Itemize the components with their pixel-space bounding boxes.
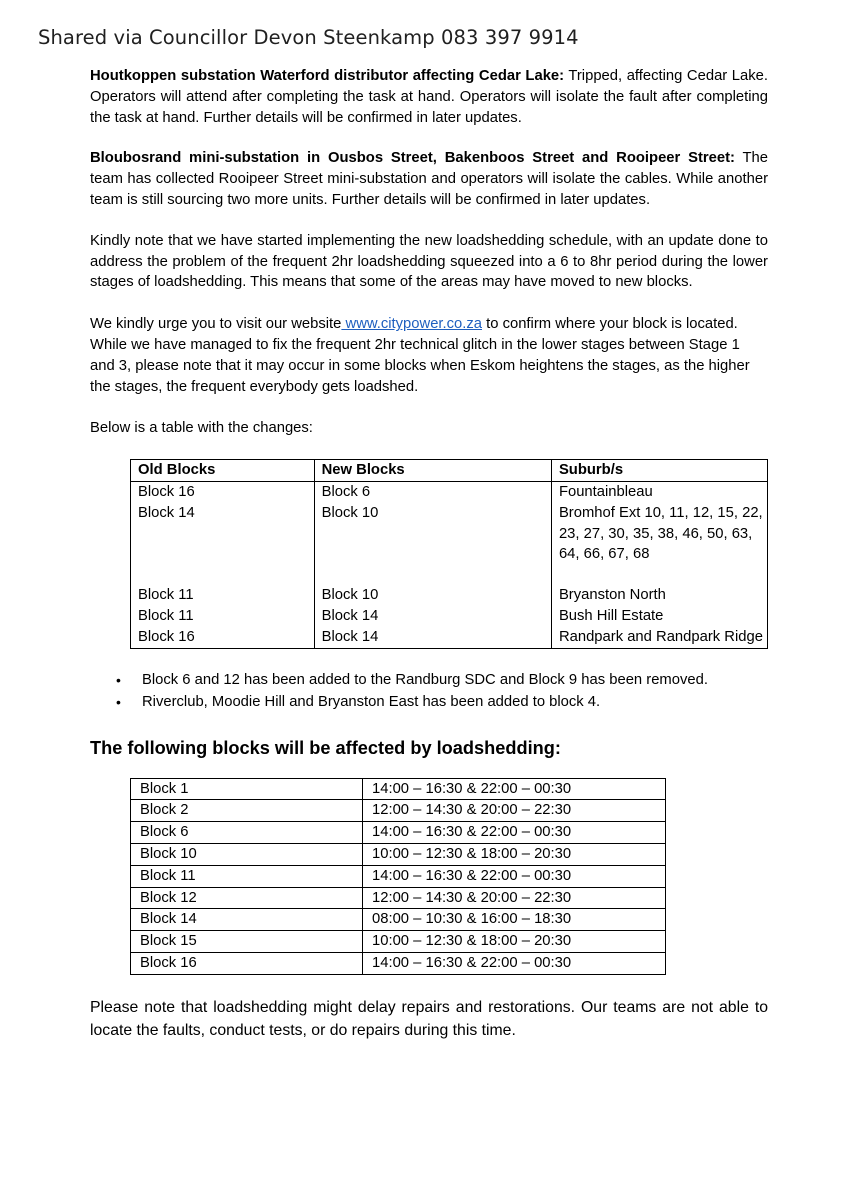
loadshedding-schedule-table	[130, 778, 666, 975]
schedule-notice: Kindly note that we have started implementing the new loadshedding schedule, with an update done to address the problem of the frequent 2hr loadshedding squeezed into a 6 to 8hr period during the lower stages of loadshedding. This means that some of the areas may have moved to new blocks.	[90, 232, 768, 291]
block-cell: Block 16	[131, 952, 363, 974]
header-new-blocks: New Blocks	[314, 460, 551, 482]
block-cell: Block 1	[131, 778, 363, 800]
table-row	[131, 585, 768, 606]
suburb-cell: Bromhof Ext 10, 11, 12, 15, 22, 23, 27, 30, 35, 38, 46, 50, 63, 64, 66, 67, 68	[551, 503, 767, 565]
time-cell: 14:00 – 16:30 & 22:00 – 00:30	[363, 822, 666, 844]
time-cell: 08:00 – 10:30 & 16:00 – 18:30	[363, 909, 666, 931]
table-intro: Below is a table with the changes:	[90, 420, 313, 437]
table-row	[131, 481, 768, 502]
suburb-cell: Fountainbleau	[551, 481, 767, 502]
block-cell: Block 10	[131, 843, 363, 865]
header-old-blocks: Old Blocks	[131, 460, 315, 482]
table-row	[131, 843, 666, 865]
old-block-cell: Block 14	[131, 503, 315, 565]
update-text: Tripped, affecting Cedar Lake. Operators will attend after completing the task at hand. Operators will isolate the fault after completing the task at hand. Further details will be confirmed in later updates.	[90, 68, 769, 126]
table-row	[131, 800, 666, 822]
changes-bullet-list	[90, 669, 768, 714]
time-cell: 10:00 – 12:30 & 18:00 – 20:30	[363, 931, 666, 953]
time-cell: 14:00 – 16:30 & 22:00 – 00:30	[363, 952, 666, 974]
new-block-cell: Block 10	[314, 585, 551, 606]
update-title: Houtkoppen substation Waterford distributor affecting Cedar Lake:	[90, 68, 565, 84]
website-text-before: We kindly urge you to visit our website	[90, 316, 342, 333]
update-houtkoppen	[90, 66, 768, 128]
time-cell: 10:00 – 12:30 & 18:00 – 20:30	[363, 843, 666, 865]
table-row	[131, 931, 666, 953]
header-suburbs: Suburb/s	[551, 460, 767, 482]
suburb-cell: Randpark and Randpark Ridge	[551, 627, 767, 648]
block-cell: Block 6	[131, 822, 363, 844]
list-item: • Block 6 and 12 has been added to the Randburg SDC and Block 9 has been removed.	[90, 669, 768, 692]
block-cell: Block 12	[131, 887, 363, 909]
suburb-cell: Bush Hill Estate	[551, 606, 767, 627]
old-block-cell: Block 11	[131, 606, 315, 627]
table-spacer-row	[131, 565, 768, 585]
new-block-cell: Block 10	[314, 503, 551, 565]
list-item: • Riverclub, Moodie Hill and Bryanston East has been added to block 4.	[90, 691, 768, 714]
table-row	[131, 822, 666, 844]
citypower-website-link[interactable]: www.citypower.co.za	[341, 316, 483, 333]
old-block-cell: Block 11	[131, 585, 315, 606]
block-cell: Block 15	[131, 931, 363, 953]
website-paragraph	[90, 314, 768, 397]
website-text-after: to confirm where your block is located. While we have managed to fix the frequent 2hr technical glitch in the lower stages between Stage 1 and 3, please note that it may occur in some blocks when Eskom heightens the stages, as the higher the stages, the frequent everybody gets loadshed.	[90, 316, 750, 395]
time-cell: 12:00 – 14:30 & 20:00 – 22:30	[363, 887, 666, 909]
block-cell: Block 14	[131, 909, 363, 931]
update-text: The team has collected Rooipeer Street mini-substation and operators will isolate the cables. While another team is still sourcing two more units. Further details will be confirmed in later updates.	[90, 150, 769, 208]
suburb-cell: Bryanston North	[551, 585, 767, 606]
closing-note: Please note that loadshedding might delay repairs and restorations. Our teams are not able to locate the faults, conduct tests, or do repairs during this time.	[90, 998, 768, 1039]
block-cell: Block 11	[131, 865, 363, 887]
table-row	[131, 887, 666, 909]
table-row	[131, 627, 768, 648]
block-cell: Block 2	[131, 800, 363, 822]
table-row	[131, 503, 768, 565]
new-block-cell: Block 14	[314, 606, 551, 627]
table-row	[131, 865, 666, 887]
time-cell: 14:00 – 16:30 & 22:00 – 00:30	[363, 865, 666, 887]
table-row	[131, 909, 666, 931]
old-block-cell: Block 16	[131, 627, 315, 648]
update-title: Bloubosrand mini-substation in Ousbos Street, Bakenboos Street and Rooipeer Street:	[90, 150, 735, 167]
update-bloubosrand	[90, 148, 768, 210]
document-body	[90, 66, 768, 1042]
time-cell: 14:00 – 16:30 & 22:00 – 00:30	[363, 778, 666, 800]
new-block-cell: Block 14	[314, 627, 551, 648]
table-header-row	[131, 460, 768, 482]
new-block-cell: Block 6	[314, 481, 551, 502]
old-block-cell: Block 16	[131, 481, 315, 502]
time-cell: 12:00 – 14:30 & 20:00 – 22:30	[363, 800, 666, 822]
schedule-heading: The following blocks will be affected by loadshedding:	[90, 737, 561, 758]
block-changes-table	[130, 459, 768, 648]
table-row	[131, 952, 666, 974]
share-banner: Shared via Councillor Devon Steenkamp 083 397 9914	[38, 26, 579, 49]
table-row	[131, 606, 768, 627]
table-row	[131, 778, 666, 800]
